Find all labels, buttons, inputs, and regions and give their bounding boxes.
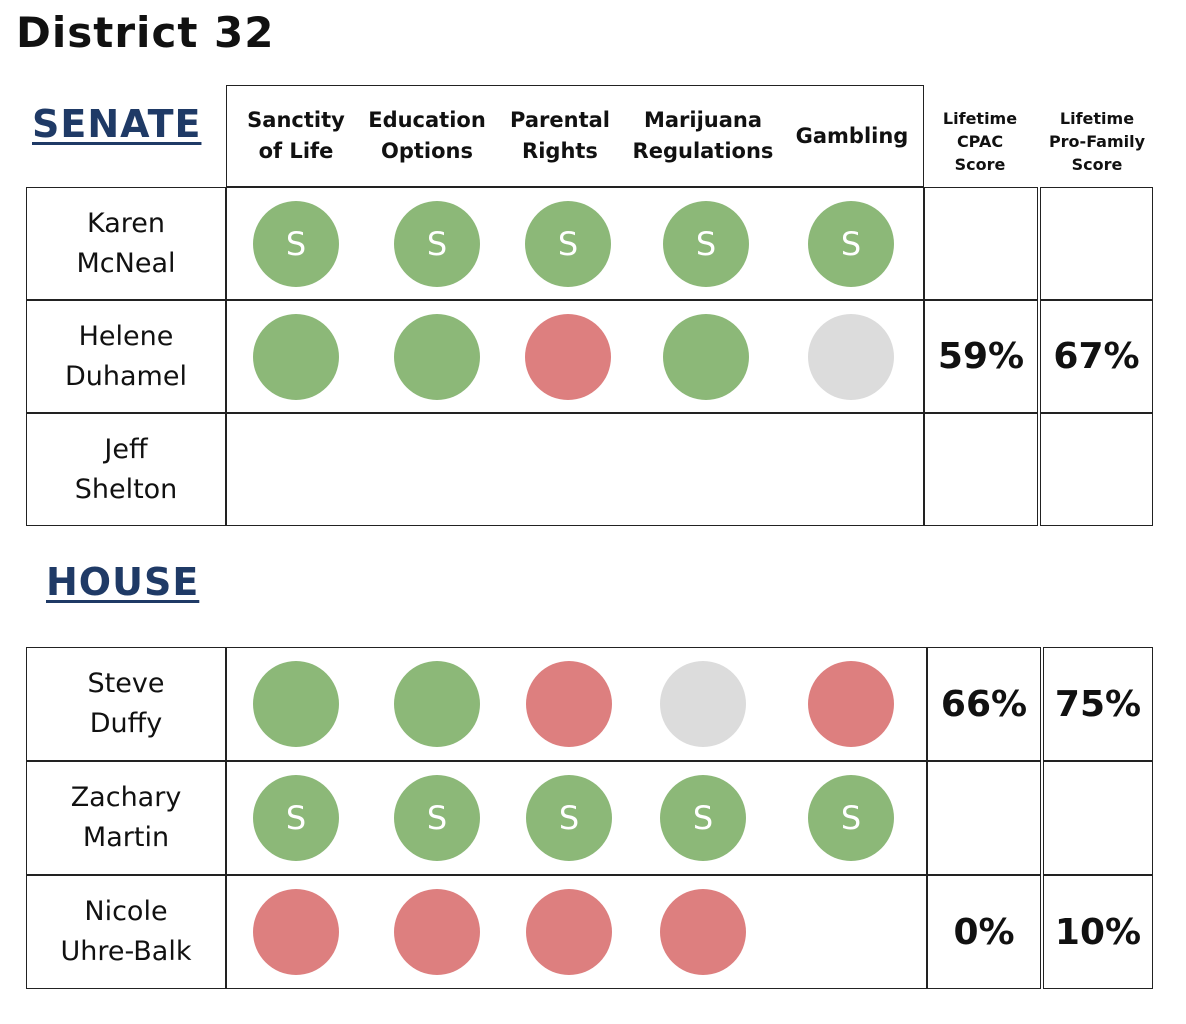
senate-section-title: SENATE	[32, 102, 202, 146]
house-cpac-score-2	[927, 761, 1041, 875]
house-rating-dot-2-4: S	[660, 775, 746, 861]
house-cpac-score-3: 0%	[927, 875, 1041, 989]
house-rating-dot-2-2: S	[394, 775, 480, 861]
senate-rating-dot-1-1: S	[253, 201, 339, 287]
senate-rating-dot-2-2	[394, 314, 480, 400]
page-title: District 32	[16, 8, 275, 57]
issue-header-3: Parental Rights	[510, 108, 610, 163]
house-profamily-score-2	[1043, 761, 1153, 875]
house-profamily-score-3: 10%	[1043, 875, 1153, 989]
house-rating-dot-2-3: S	[526, 775, 612, 861]
senate-rating-dot-2-5	[808, 314, 894, 400]
senate-name-cell-3: Jeff Shelton	[26, 413, 226, 526]
house-rating-dot-2-5: S	[808, 775, 894, 861]
issue-header-1: Sanctity of Life	[247, 108, 345, 163]
profamily-score-header: Lifetime Pro-Family Score	[1048, 108, 1146, 174]
senate-name-cell-2: Helene Duhamel	[26, 300, 226, 413]
senate-cpac-score-1	[924, 187, 1038, 300]
house-cpac-score-1: 66%	[927, 647, 1041, 761]
house-rating-dot-1-1	[253, 661, 339, 747]
house-name-cell-3: Nicole Uhre-Balk	[26, 875, 226, 989]
house-section-title: HOUSE	[46, 560, 200, 604]
senate-cpac-score-3	[924, 413, 1038, 526]
cpac-score-header: Lifetime CPAC Score	[942, 108, 1018, 174]
issue-header-4: Marijuana Regulations	[632, 108, 774, 163]
senate-profamily-score-1	[1040, 187, 1153, 300]
house-rating-dot-3-2	[394, 889, 480, 975]
issue-header-5: Gambling	[795, 123, 909, 148]
house-rating-dot-3-4	[660, 889, 746, 975]
house-name-cell-1: Steve Duffy	[26, 647, 226, 761]
senate-issues-cell-3	[226, 413, 924, 526]
senate-rating-dot-1-2: S	[394, 201, 480, 287]
house-name-cell-2: Zachary Martin	[26, 761, 226, 875]
house-rating-dot-1-5	[808, 661, 894, 747]
senate-rating-dot-1-3: S	[525, 201, 611, 287]
senate-profamily-score-3	[1040, 413, 1153, 526]
house-rating-dot-2-1: S	[253, 775, 339, 861]
senate-name-cell-1: Karen McNeal	[26, 187, 226, 300]
senate-cpac-score-2: 59%	[924, 300, 1038, 413]
house-rating-dot-3-1	[253, 889, 339, 975]
house-rating-dot-1-4	[660, 661, 746, 747]
house-profamily-score-1: 75%	[1043, 647, 1153, 761]
house-rating-dot-1-2	[394, 661, 480, 747]
senate-rating-dot-1-5: S	[808, 201, 894, 287]
senate-rating-dot-2-1	[253, 314, 339, 400]
senate-profamily-score-2: 67%	[1040, 300, 1153, 413]
senate-rating-dot-2-4	[663, 314, 749, 400]
senate-rating-dot-1-4: S	[663, 201, 749, 287]
house-rating-dot-1-3	[526, 661, 612, 747]
senate-rating-dot-2-3	[525, 314, 611, 400]
issue-header-2: Education Options	[368, 108, 486, 163]
house-rating-dot-3-3	[526, 889, 612, 975]
